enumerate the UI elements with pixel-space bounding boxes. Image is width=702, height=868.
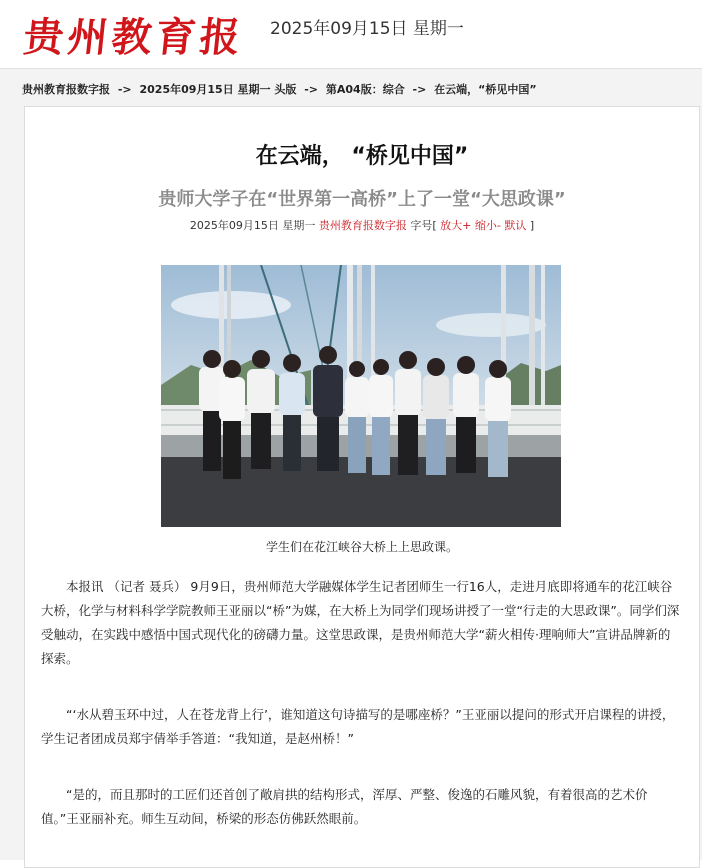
breadcrumb-date-link[interactable]: 2025年09月15日 星期一: [139, 83, 271, 96]
breadcrumb-frontpage-link[interactable]: 头版: [274, 83, 297, 96]
article-source-link[interactable]: 贵州教育报数字报: [318, 219, 407, 232]
article-title: 在云端， “桥见中国”: [255, 144, 469, 169]
article-photo: [161, 265, 561, 527]
font-size-label-close: ]: [529, 219, 535, 232]
content-area: [0, 106, 702, 860]
article: [24, 106, 700, 868]
article-paragraph: “是的，而且那时的工匠们还首创了敞肩拱的结构形式，浑厚、严整、俊逸的石雕风貌，有着很高的艺术价值。”王亚丽补充。师生互动间，桥梁的形态仿佛跃然眼前。: [41, 787, 648, 826]
breadcrumb-separator: ->: [412, 83, 427, 96]
breadcrumb-separator: ->: [117, 83, 132, 96]
masthead: [0, 0, 702, 68]
photo-caption: 学生们在花江峡谷大桥上上思政课。: [265, 540, 458, 554]
zoom-out-link[interactable]: 缩小-: [474, 219, 501, 232]
article-paragraph: 本报讯 （记者 聂兵） 9月9日，贵州师范大学融媒体学生记者团师生一行16人，走进月底即将通车的花江峡谷大桥，化学与材料科学学院教师王亚丽以“桥”为媒，在大桥上为同学们现场讲授了一堂“行走的大思政课”。同学们深受触动，在实践中感悟中国式现代化的磅礴力量。这堂思政课，是贵州师范大学“薪火相传·理响师大”宣讲品牌新的探索。: [41, 579, 680, 666]
article-meta: [25, 217, 699, 233]
breadcrumb-separator: ->: [304, 83, 319, 96]
article-subtitle: 贵师大学子在“世界第一高桥”上了一堂“大思政课”: [158, 189, 566, 210]
breadcrumb: [22, 81, 537, 97]
zoom-in-link[interactable]: 放大+: [440, 219, 472, 232]
breadcrumb-bar: [0, 68, 702, 107]
breadcrumb-home-link[interactable]: 贵州教育报数字报: [22, 83, 110, 96]
newspaper-logo[interactable]: 贵州教育报: [21, 14, 247, 61]
header-date: 2025年09月15日 星期一: [270, 19, 464, 39]
article-date: 2025年09月15日 星期一: [189, 219, 316, 232]
font-size-label: 字号[: [410, 219, 437, 232]
breadcrumb-current: 在云端，“桥见中国”: [434, 83, 537, 96]
default-size-link[interactable]: 默认: [504, 219, 527, 232]
article-paragraph: “‘水从碧玉环中过，人在苍龙背上行’，谁知道这句诗描写的是哪座桥？”王亚丽以提问的形式开启课程的讲授，学生记者团成员郑宇倩举手答道：“我知道，是赵州桥！”: [41, 707, 675, 746]
breadcrumb-section-link[interactable]: 第A04版：综合: [325, 83, 405, 96]
